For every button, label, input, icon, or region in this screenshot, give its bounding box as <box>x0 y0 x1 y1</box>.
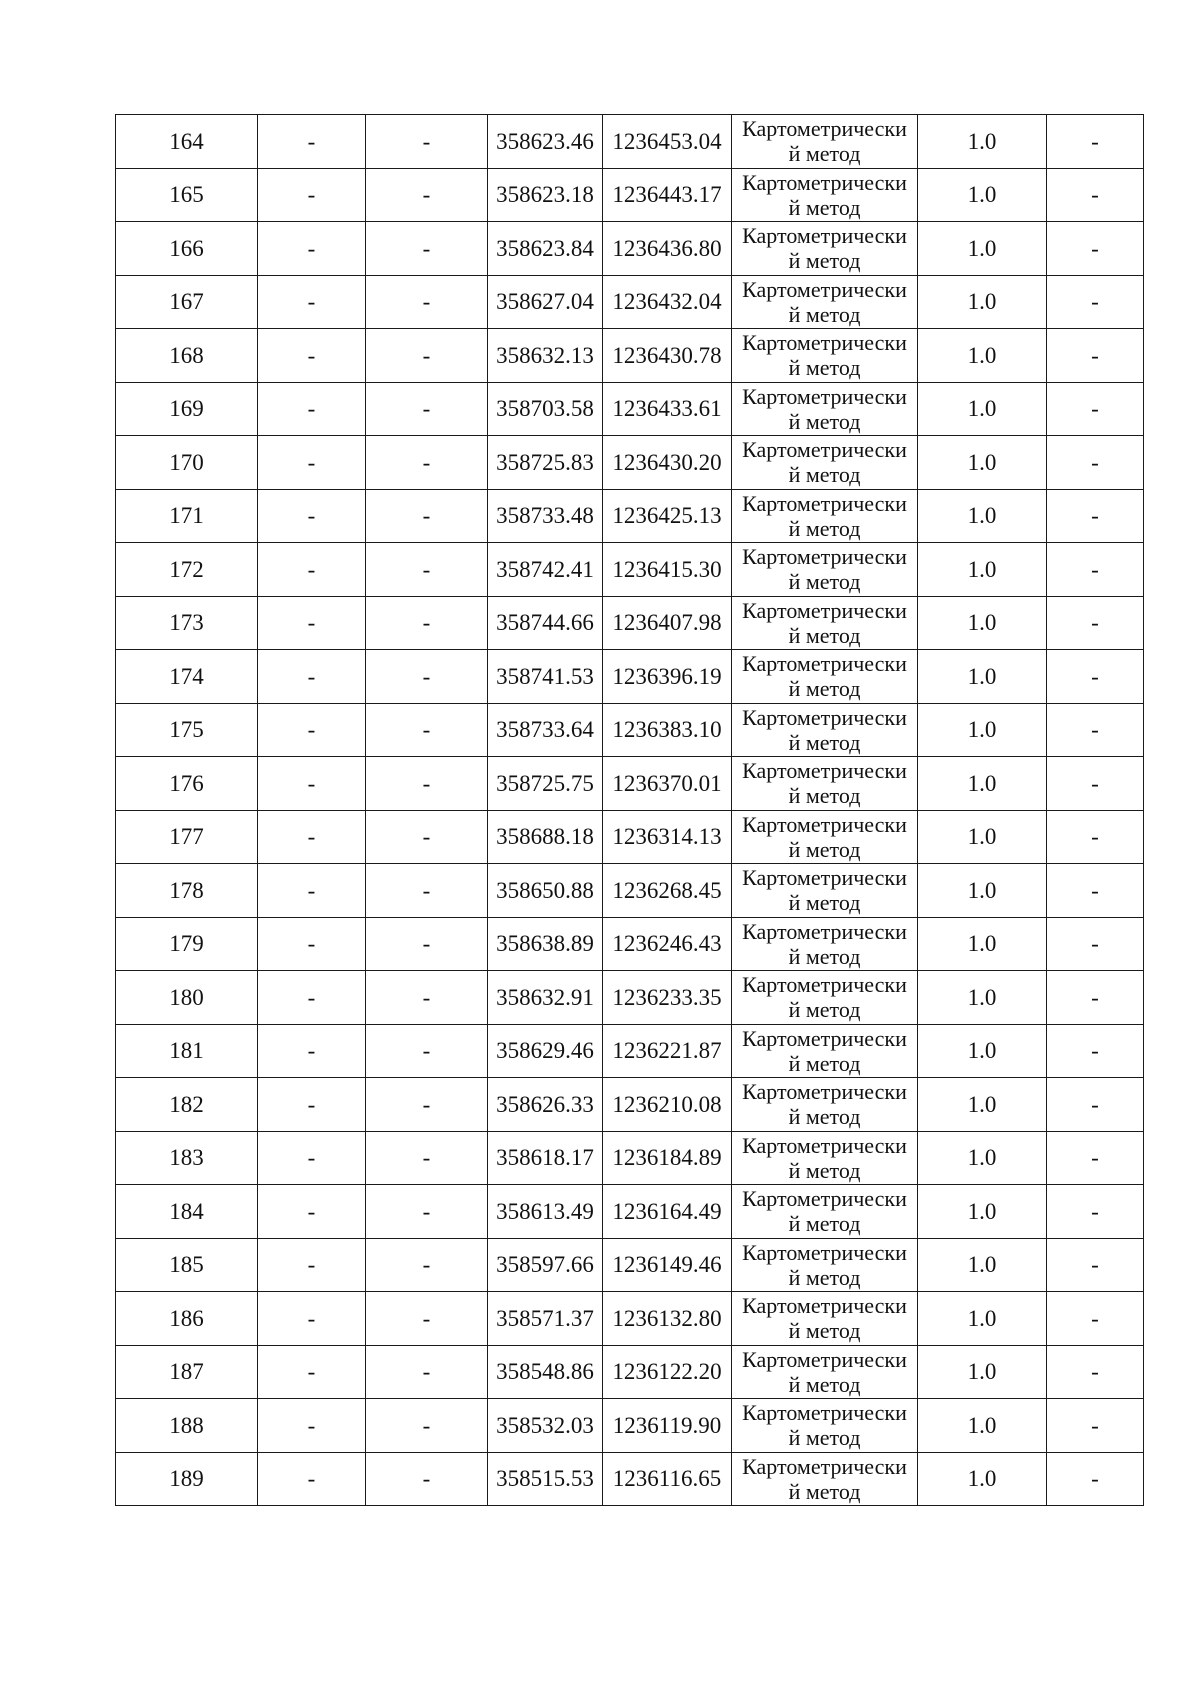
point-number-cell: 187 <box>116 1345 258 1399</box>
method-text-line-2: й метод <box>788 355 861 380</box>
method-text-line-1: Картометрически <box>742 651 907 676</box>
method-text-line-1: Картометрически <box>742 865 907 890</box>
method-cell <box>732 1078 918 1132</box>
method-cell <box>732 329 918 383</box>
accuracy-cell: 1.0 <box>918 489 1047 543</box>
empty-value-cell: - <box>1047 596 1144 650</box>
accuracy-cell: 1.0 <box>918 1399 1047 1453</box>
table-body <box>116 115 1144 1506</box>
y-coordinate-cell: 1236396.19 <box>603 650 732 704</box>
point-number-cell: 165 <box>116 168 258 222</box>
empty-value-cell: - <box>1047 115 1144 169</box>
y-coordinate-cell: 1236432.04 <box>603 275 732 329</box>
y-coordinate-cell: 1236119.90 <box>603 1399 732 1453</box>
method-text-line-1: Картометрически <box>742 544 907 569</box>
empty-value-cell: - <box>366 436 488 490</box>
method-text-line-2: й метод <box>788 408 861 434</box>
point-number-cell: 171 <box>116 489 258 543</box>
method-cell <box>732 222 918 276</box>
x-coordinate-cell: 358629.46 <box>488 1024 603 1078</box>
empty-value-cell: - <box>258 703 366 757</box>
method-text-line-2: й метод <box>788 301 861 327</box>
empty-value-cell: - <box>258 1292 366 1346</box>
method-text-line-1: Картометрически <box>742 597 907 623</box>
empty-value-cell: - <box>1047 436 1144 490</box>
method-text-line-2: й метод <box>788 1264 861 1290</box>
table-row <box>116 115 1144 169</box>
point-number-cell: 177 <box>116 810 258 864</box>
accuracy-cell: 1.0 <box>918 222 1047 276</box>
y-coordinate-cell: 1236210.08 <box>603 1078 732 1132</box>
x-coordinate-cell: 358744.66 <box>488 596 603 650</box>
y-coordinate-cell: 1236149.46 <box>603 1238 732 1292</box>
y-coordinate-cell: 1236164.49 <box>603 1185 732 1239</box>
table-row <box>116 1078 1144 1132</box>
point-number-cell: 185 <box>116 1238 258 1292</box>
method-text-line-1: Картометрически <box>742 169 907 195</box>
point-number-cell: 180 <box>116 971 258 1025</box>
x-coordinate-cell: 358627.04 <box>488 275 603 329</box>
accuracy-cell: 1.0 <box>918 1131 1047 1185</box>
empty-value-cell: - <box>1047 1238 1144 1292</box>
empty-value-cell: - <box>1047 489 1144 543</box>
empty-value-cell: - <box>1047 543 1144 597</box>
empty-value-cell: - <box>258 329 366 383</box>
empty-value-cell: - <box>366 1131 488 1185</box>
accuracy-cell: 1.0 <box>918 329 1047 383</box>
table-row <box>116 489 1144 543</box>
accuracy-cell: 1.0 <box>918 1345 1047 1399</box>
y-coordinate-cell: 1236453.04 <box>603 115 732 169</box>
empty-value-cell: - <box>1047 757 1144 811</box>
table-row <box>116 1185 1144 1239</box>
table-row <box>116 1131 1144 1185</box>
point-number-cell: 175 <box>116 703 258 757</box>
method-cell <box>732 1131 918 1185</box>
empty-value-cell: - <box>258 275 366 329</box>
accuracy-cell: 1.0 <box>918 650 1047 704</box>
table-row <box>116 329 1144 383</box>
y-coordinate-cell: 1236370.01 <box>603 757 732 811</box>
method-text-line-2: й метод <box>788 1478 861 1504</box>
x-coordinate-cell: 358515.53 <box>488 1452 603 1506</box>
empty-value-cell: - <box>258 115 366 169</box>
empty-value-cell: - <box>1047 864 1144 918</box>
x-coordinate-cell: 358548.86 <box>488 1345 603 1399</box>
x-coordinate-cell: 358623.84 <box>488 222 603 276</box>
empty-value-cell: - <box>258 1238 366 1292</box>
point-number-cell: 182 <box>116 1078 258 1132</box>
accuracy-cell: 1.0 <box>918 1452 1047 1506</box>
point-number-cell: 186 <box>116 1292 258 1346</box>
table-row <box>116 168 1144 222</box>
y-coordinate-cell: 1236132.80 <box>603 1292 732 1346</box>
method-text-line-2: й метод <box>788 783 861 808</box>
method-text-line-1: Картометрически <box>742 1400 907 1425</box>
empty-value-cell: - <box>1047 1131 1144 1185</box>
table-row <box>116 757 1144 811</box>
method-cell <box>732 1292 918 1346</box>
method-text-line-1: Картометрически <box>742 972 907 997</box>
method-text-line-2: й метод <box>788 890 861 915</box>
empty-value-cell: - <box>258 757 366 811</box>
method-cell <box>732 1238 918 1292</box>
table-row <box>116 596 1144 650</box>
method-text-line-1: Картометрически <box>742 1132 907 1158</box>
method-text-line-1: Картометрически <box>742 437 907 462</box>
x-coordinate-cell: 358623.18 <box>488 168 603 222</box>
method-cell <box>732 810 918 864</box>
table-row <box>116 543 1144 597</box>
table-row <box>116 1452 1144 1506</box>
method-text-line-1: Картометрически <box>742 704 907 730</box>
method-text-line-1: Картометрически <box>742 490 907 516</box>
empty-value-cell: - <box>258 971 366 1025</box>
empty-value-cell: - <box>258 1185 366 1239</box>
x-coordinate-cell: 358741.53 <box>488 650 603 704</box>
method-text-line-2: й метод <box>788 1157 861 1183</box>
empty-value-cell: - <box>1047 382 1144 436</box>
point-number-cell: 173 <box>116 596 258 650</box>
y-coordinate-cell: 1236425.13 <box>603 489 732 543</box>
method-cell <box>732 275 918 329</box>
x-coordinate-cell: 358618.17 <box>488 1131 603 1185</box>
empty-value-cell: - <box>258 543 366 597</box>
table-row <box>116 1399 1144 1453</box>
point-number-cell: 164 <box>116 115 258 169</box>
point-number-cell: 174 <box>116 650 258 704</box>
accuracy-cell: 1.0 <box>918 1292 1047 1346</box>
empty-value-cell: - <box>258 1345 366 1399</box>
empty-value-cell: - <box>1047 222 1144 276</box>
empty-value-cell: - <box>1047 275 1144 329</box>
empty-value-cell: - <box>366 650 488 704</box>
table-row <box>116 275 1144 329</box>
method-cell <box>732 382 918 436</box>
table-row <box>116 222 1144 276</box>
empty-value-cell: - <box>366 1024 488 1078</box>
accuracy-cell: 1.0 <box>918 1078 1047 1132</box>
empty-value-cell: - <box>366 703 488 757</box>
empty-value-cell: - <box>366 1238 488 1292</box>
x-coordinate-cell: 358742.41 <box>488 543 603 597</box>
table-row <box>116 382 1144 436</box>
empty-value-cell: - <box>1047 168 1144 222</box>
y-coordinate-cell: 1236443.17 <box>603 168 732 222</box>
method-cell <box>732 864 918 918</box>
method-text-line-1: Картометрически <box>742 1239 907 1265</box>
method-cell <box>732 703 918 757</box>
empty-value-cell: - <box>366 1078 488 1132</box>
point-number-cell: 181 <box>116 1024 258 1078</box>
empty-value-cell: - <box>1047 703 1144 757</box>
method-cell <box>732 1452 918 1506</box>
method-cell <box>732 1345 918 1399</box>
accuracy-cell: 1.0 <box>918 543 1047 597</box>
x-coordinate-cell: 358703.58 <box>488 382 603 436</box>
empty-value-cell: - <box>366 810 488 864</box>
empty-value-cell: - <box>258 436 366 490</box>
method-cell <box>732 489 918 543</box>
y-coordinate-cell: 1236221.87 <box>603 1024 732 1078</box>
accuracy-cell: 1.0 <box>918 864 1047 918</box>
x-coordinate-cell: 358632.13 <box>488 329 603 383</box>
method-cell <box>732 1399 918 1453</box>
empty-value-cell: - <box>366 543 488 597</box>
table-row <box>116 1345 1144 1399</box>
y-coordinate-cell: 1236184.89 <box>603 1131 732 1185</box>
empty-value-cell: - <box>1047 971 1144 1025</box>
empty-value-cell: - <box>1047 1185 1144 1239</box>
method-text-line-1: Картометрически <box>742 1186 907 1211</box>
method-text-line-2: й метод <box>788 1425 861 1450</box>
x-coordinate-cell: 358638.89 <box>488 917 603 971</box>
method-text-line-1: Картометрически <box>742 1079 907 1104</box>
y-coordinate-cell: 1236430.20 <box>603 436 732 490</box>
table-row <box>116 1292 1144 1346</box>
empty-value-cell: - <box>258 1024 366 1078</box>
table-row <box>116 1024 1144 1078</box>
empty-value-cell: - <box>1047 917 1144 971</box>
point-number-cell: 172 <box>116 543 258 597</box>
point-number-cell: 166 <box>116 222 258 276</box>
empty-value-cell: - <box>1047 329 1144 383</box>
x-coordinate-cell: 358725.83 <box>488 436 603 490</box>
accuracy-cell: 1.0 <box>918 115 1047 169</box>
method-cell <box>732 917 918 971</box>
empty-value-cell: - <box>366 1452 488 1506</box>
empty-value-cell: - <box>258 864 366 918</box>
method-text-line-1: Картометрически <box>742 1025 907 1051</box>
y-coordinate-cell: 1236433.61 <box>603 382 732 436</box>
empty-value-cell: - <box>366 757 488 811</box>
empty-value-cell: - <box>366 222 488 276</box>
empty-value-cell: - <box>366 864 488 918</box>
method-text-line-1: Картометрически <box>742 1453 907 1479</box>
method-text-line-2: й метод <box>788 462 861 487</box>
point-number-cell: 183 <box>116 1131 258 1185</box>
point-number-cell: 168 <box>116 329 258 383</box>
y-coordinate-cell: 1236116.65 <box>603 1452 732 1506</box>
x-coordinate-cell: 358626.33 <box>488 1078 603 1132</box>
empty-value-cell: - <box>1047 1078 1144 1132</box>
point-number-cell: 170 <box>116 436 258 490</box>
method-cell <box>732 1024 918 1078</box>
y-coordinate-cell: 1236314.13 <box>603 810 732 864</box>
point-number-cell: 179 <box>116 917 258 971</box>
empty-value-cell: - <box>366 275 488 329</box>
method-cell <box>732 543 918 597</box>
method-text-line-1: Картометрически <box>742 383 907 409</box>
x-coordinate-cell: 358532.03 <box>488 1399 603 1453</box>
method-text-line-2: й метод <box>788 729 861 755</box>
y-coordinate-cell: 1236407.98 <box>603 596 732 650</box>
table-row <box>116 917 1144 971</box>
table-row <box>116 864 1144 918</box>
x-coordinate-cell: 358733.48 <box>488 489 603 543</box>
empty-value-cell: - <box>1047 1345 1144 1399</box>
empty-value-cell: - <box>258 810 366 864</box>
method-cell <box>732 971 918 1025</box>
method-text-line-2: й метод <box>788 943 861 969</box>
empty-value-cell: - <box>258 1399 366 1453</box>
method-text-line-2: й метод <box>788 1211 861 1236</box>
empty-value-cell: - <box>366 1292 488 1346</box>
empty-value-cell: - <box>366 917 488 971</box>
empty-value-cell: - <box>1047 650 1144 704</box>
y-coordinate-cell: 1236436.80 <box>603 222 732 276</box>
method-text-line-1: Картометрически <box>742 330 907 355</box>
method-text-line-1: Картометрически <box>742 918 907 944</box>
method-text-line-2: й метод <box>788 836 861 862</box>
empty-value-cell: - <box>366 329 488 383</box>
empty-value-cell: - <box>366 382 488 436</box>
table-row <box>116 810 1144 864</box>
empty-value-cell: - <box>258 917 366 971</box>
point-number-cell: 178 <box>116 864 258 918</box>
y-coordinate-cell: 1236383.10 <box>603 703 732 757</box>
accuracy-cell: 1.0 <box>918 168 1047 222</box>
empty-value-cell: - <box>366 1345 488 1399</box>
accuracy-cell: 1.0 <box>918 810 1047 864</box>
accuracy-cell: 1.0 <box>918 275 1047 329</box>
method-text-line-1: Картометрически <box>742 811 907 837</box>
point-number-cell: 167 <box>116 275 258 329</box>
accuracy-cell: 1.0 <box>918 917 1047 971</box>
accuracy-cell: 1.0 <box>918 971 1047 1025</box>
method-text-line-1: Картометрически <box>742 276 907 302</box>
x-coordinate-cell: 358623.46 <box>488 115 603 169</box>
empty-value-cell: - <box>1047 1024 1144 1078</box>
method-text-line-1: Картометрически <box>742 1346 907 1372</box>
x-coordinate-cell: 358597.66 <box>488 1238 603 1292</box>
empty-value-cell: - <box>1047 810 1144 864</box>
point-number-cell: 188 <box>116 1399 258 1453</box>
x-coordinate-cell: 358650.88 <box>488 864 603 918</box>
empty-value-cell: - <box>258 1131 366 1185</box>
table-row <box>116 971 1144 1025</box>
method-cell <box>732 757 918 811</box>
empty-value-cell: - <box>258 168 366 222</box>
method-text-line-2: й метод <box>788 194 861 220</box>
accuracy-cell: 1.0 <box>918 436 1047 490</box>
x-coordinate-cell: 358725.75 <box>488 757 603 811</box>
empty-value-cell: - <box>258 222 366 276</box>
method-text-line-2: й метод <box>788 676 861 701</box>
method-text-line-2: й метод <box>788 1104 861 1129</box>
method-cell <box>732 436 918 490</box>
method-text-line-2: й метод <box>788 1050 861 1076</box>
method-text-line-1: Картометрически <box>742 116 907 141</box>
method-cell <box>732 168 918 222</box>
empty-value-cell: - <box>366 115 488 169</box>
y-coordinate-cell: 1236233.35 <box>603 971 732 1025</box>
empty-value-cell: - <box>366 1399 488 1453</box>
empty-value-cell: - <box>366 489 488 543</box>
empty-value-cell: - <box>366 971 488 1025</box>
empty-value-cell: - <box>366 168 488 222</box>
accuracy-cell: 1.0 <box>918 596 1047 650</box>
method-text-line-2: й метод <box>788 1318 861 1343</box>
accuracy-cell: 1.0 <box>918 703 1047 757</box>
method-text-line-2: й метод <box>788 569 861 594</box>
empty-value-cell: - <box>258 382 366 436</box>
method-text-line-1: Картометрически <box>742 1293 907 1318</box>
accuracy-cell: 1.0 <box>918 1024 1047 1078</box>
method-cell <box>732 650 918 704</box>
empty-value-cell: - <box>258 1452 366 1506</box>
method-cell <box>732 115 918 169</box>
accuracy-cell: 1.0 <box>918 757 1047 811</box>
method-cell <box>732 1185 918 1239</box>
y-coordinate-cell: 1236430.78 <box>603 329 732 383</box>
x-coordinate-cell: 358613.49 <box>488 1185 603 1239</box>
point-number-cell: 169 <box>116 382 258 436</box>
x-coordinate-cell: 358688.18 <box>488 810 603 864</box>
table-row <box>116 650 1144 704</box>
empty-value-cell: - <box>1047 1452 1144 1506</box>
method-text-line-2: й метод <box>788 141 861 166</box>
accuracy-cell: 1.0 <box>918 1238 1047 1292</box>
method-text-line-2: й метод <box>788 248 861 273</box>
empty-value-cell: - <box>258 596 366 650</box>
empty-value-cell: - <box>366 1185 488 1239</box>
y-coordinate-cell: 1236268.45 <box>603 864 732 918</box>
x-coordinate-cell: 358571.37 <box>488 1292 603 1346</box>
accuracy-cell: 1.0 <box>918 382 1047 436</box>
method-text-line-2: й метод <box>788 515 861 541</box>
coordinates-table <box>115 114 1144 1506</box>
method-text-line-1: Картометрически <box>742 223 907 248</box>
table-row <box>116 436 1144 490</box>
method-cell <box>732 596 918 650</box>
table-row <box>116 703 1144 757</box>
empty-value-cell: - <box>1047 1292 1144 1346</box>
table-row <box>116 1238 1144 1292</box>
method-text-line-2: й метод <box>788 1371 861 1397</box>
empty-value-cell: - <box>258 650 366 704</box>
y-coordinate-cell: 1236246.43 <box>603 917 732 971</box>
y-coordinate-cell: 1236122.20 <box>603 1345 732 1399</box>
method-text-line-2: й метод <box>788 622 861 648</box>
y-coordinate-cell: 1236415.30 <box>603 543 732 597</box>
point-number-cell: 189 <box>116 1452 258 1506</box>
method-text-line-1: Картометрически <box>742 758 907 783</box>
point-number-cell: 176 <box>116 757 258 811</box>
empty-value-cell: - <box>258 1078 366 1132</box>
empty-value-cell: - <box>258 489 366 543</box>
x-coordinate-cell: 358733.64 <box>488 703 603 757</box>
empty-value-cell: - <box>366 596 488 650</box>
method-text-line-2: й метод <box>788 997 861 1022</box>
point-number-cell: 184 <box>116 1185 258 1239</box>
accuracy-cell: 1.0 <box>918 1185 1047 1239</box>
x-coordinate-cell: 358632.91 <box>488 971 603 1025</box>
empty-value-cell: - <box>1047 1399 1144 1453</box>
